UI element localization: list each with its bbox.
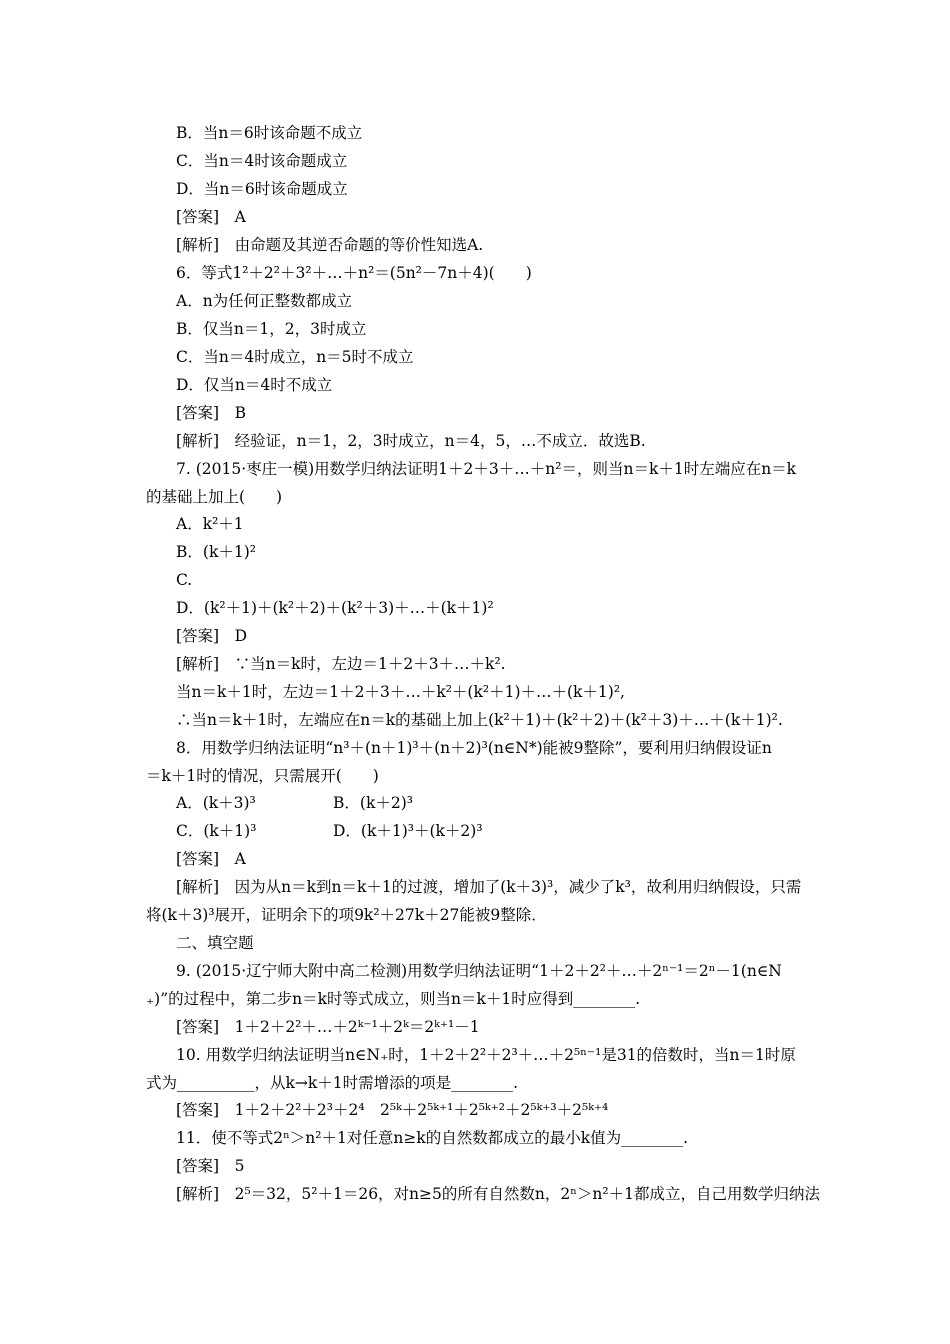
analysis-q8-cont: 将(k＋3)³展开，证明余下的项9k²＋27k＋27能被9整除． [146,906,547,924]
question-6: 6．等式1²＋2²＋3²＋…＋n²＝(5n²－7n＋4)( ) [176,264,532,282]
analysis-q7: [解析] ∵当n＝k时，左边＝1＋2＋3＋…＋k². [176,655,506,673]
option-c-q5: C．当n＝4时该命题成立 [176,152,348,170]
section-heading-fill-blank: 二、填空题 [176,934,254,952]
answer-q5: [答案] A [176,208,246,226]
option-d-q6: D．仅当n＝4时不成立 [176,376,333,394]
answer-q11: [答案] 5 [176,1157,245,1175]
answer-q9: [答案] 1＋2＋2²＋…＋2ᵏ⁻¹＋2ᵏ＝2ᵏ⁺¹－1 [176,1018,480,1036]
answer-q8: [答案] A [176,850,246,868]
question-9-cont: ₊)”的过程中，第二步n＝k时等式成立，则当n＝k＋1时应得到________. [146,990,641,1008]
question-10-cont: 式为__________，从k→k＋1时需增添的项是________. [146,1074,519,1092]
analysis-q8: [解析] 因为从n＝k到n＝k＋1的过渡，增加了(k＋3)³，减少了k³，故利用归纳假设，只需 [176,878,802,896]
question-11: 11．使不等式2ⁿ＞n²＋1对任意n≥k的自然数都成立的最小k值为________. [176,1129,689,1147]
option-b-q7: B．(k＋1)² [176,543,256,561]
question-8: 8．用数学归纳法证明“n³＋(n＋1)³＋(n＋2)³(n∈N*)能被9整除”，要利用归纳假设证n [176,739,772,757]
answer-q10: [答案] 1＋2＋2²＋2³＋2⁴ 2⁵ᵏ＋2⁵ᵏ⁺¹＋2⁵ᵏ⁺²＋2⁵ᵏ⁺³＋2⁵ᵏ⁺⁴ [176,1101,609,1119]
analysis-q5: [解析] 由命题及其逆否命题的等价性知选A. [176,236,484,254]
question-10: 10. 用数学归纳法证明当n∈N₊时，1＋2＋2²＋2³＋…＋2⁵ⁿ⁻¹是31的倍数时，当n＝1时原 [176,1046,796,1064]
analysis-q11: [解析] 2⁵＝32，5²＋1＝26，对n≥5的所有自然数n，2ⁿ＞n²＋1都成立，自己用数学归纳法 [176,1185,820,1203]
question-7-cont: 的基础上加上( ) [146,488,283,506]
option-b-q6: B．仅当n＝1，2，3时成立 [176,320,367,338]
analysis-q7-line3: ∴当n＝k＋1时，左端应在n＝k的基础上加上(k²＋1)＋(k²＋2)＋(k²＋3)＋…＋(k＋1)². [176,711,783,729]
option-b-q5: B．当n＝6时该命题不成立 [176,124,363,142]
option-d-q8: D．(k＋1)³＋(k＋2)³ [333,822,483,840]
option-d-q5: D．当n＝6时该命题成立 [176,180,348,198]
option-a-q7: A．k²＋1 [176,515,244,533]
option-c-q8: C．(k＋1)³ [176,822,257,840]
option-a-q8: A．(k＋3)³ [176,794,256,812]
question-8-cont: ＝k＋1时的情况，只需展开( ) [146,767,379,785]
analysis-q7-line2: 当n＝k＋1时，左边＝1＋2＋3＋…＋k²＋(k²＋1)＋…＋(k＋1)², [176,683,625,701]
question-9: 9. (2015·辽宁师大附中高二检测)用数学归纳法证明“1＋2＋2²＋…＋2ⁿ⁻¹＝2ⁿ－1(n∈N [176,962,782,980]
answer-q6: [答案] B [176,404,246,422]
question-7: 7. (2015·枣庄一模)用数学归纳法证明1＋2＋3＋…＋n²＝，则当n＝k＋1时左端应在n＝k [176,460,797,478]
answer-q7: [答案] D [176,627,248,645]
option-c-q7: C. [176,571,193,589]
option-d-q7: D．(k²＋1)＋(k²＋2)＋(k²＋3)＋…＋(k＋1)² [176,599,494,617]
option-a-q6: A．n为任何正整数都成立 [176,292,353,310]
analysis-q6: [解析] 经验证，n＝1，2，3时成立，n＝4，5，…不成立．故选B. [176,432,646,450]
option-b-q8: B．(k＋2)³ [333,794,413,812]
option-c-q6: C．当n＝4时成立，n＝5时不成立 [176,348,414,366]
